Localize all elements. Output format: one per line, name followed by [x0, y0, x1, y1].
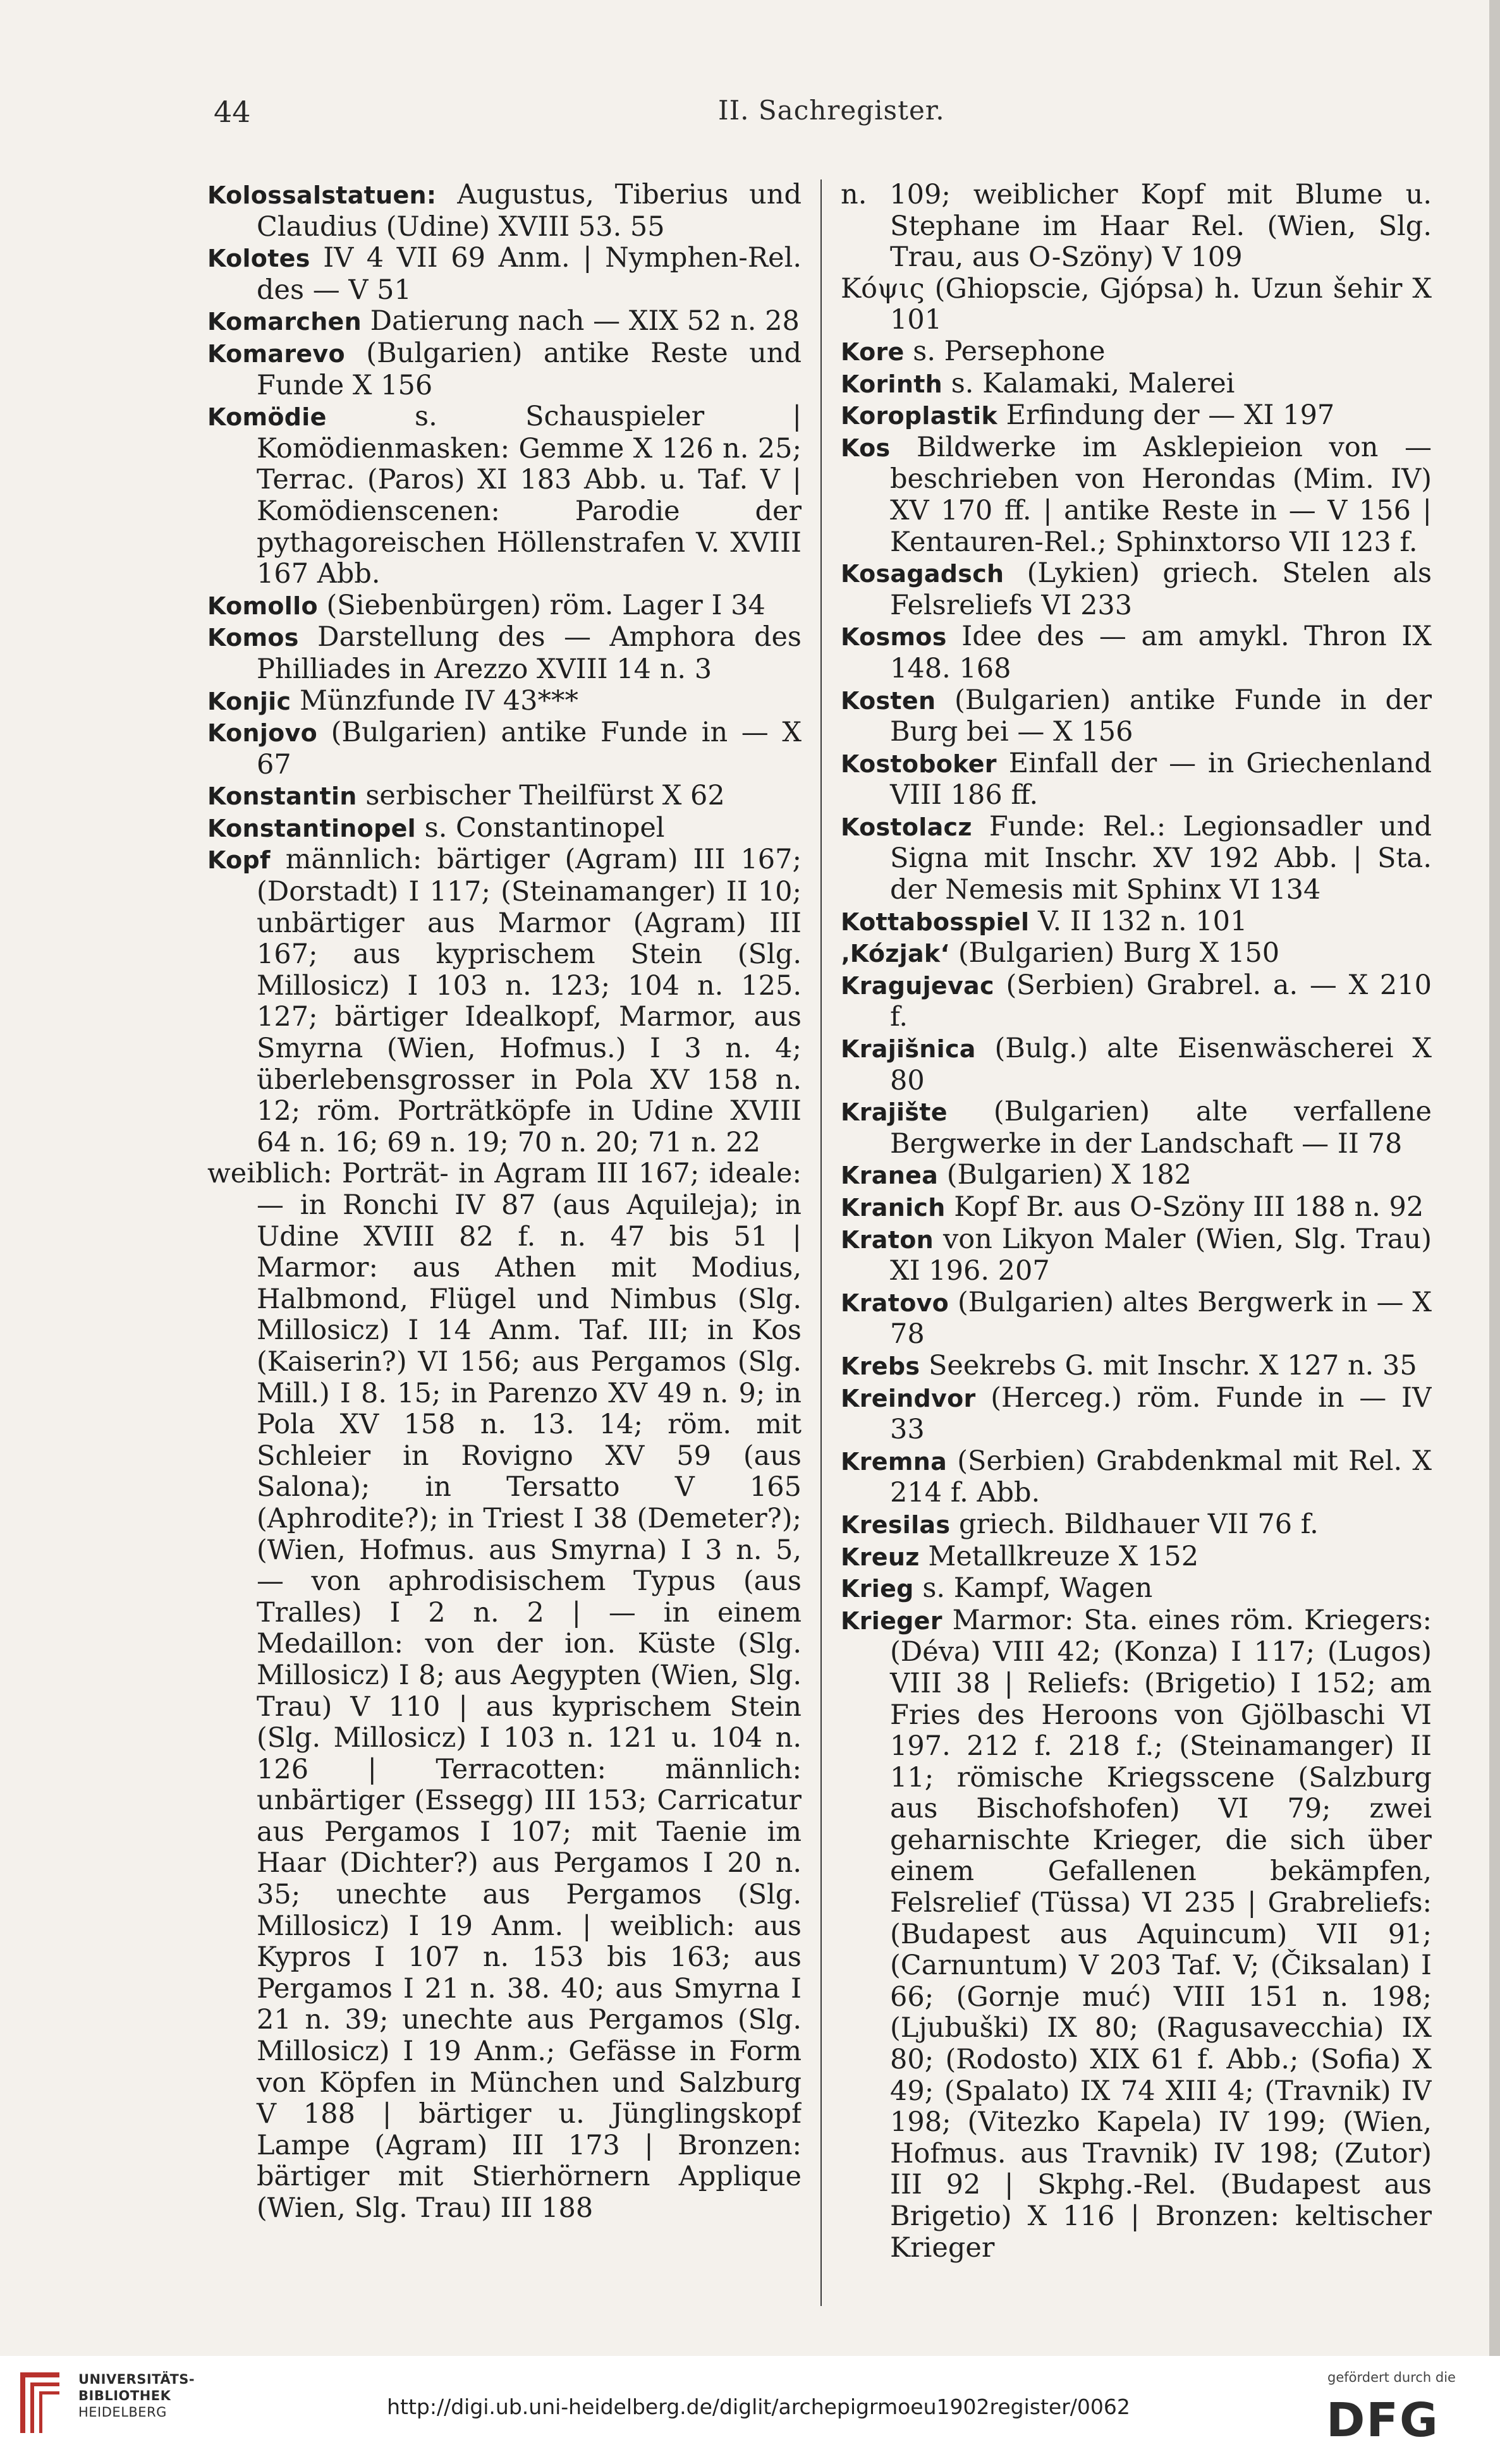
entry-text: Funde: Rel.: Legionsadler und Signa mit Inschr. XV 192 Abb. | Sta. der Nemesis mit Sphinx VI 134 — [890, 810, 1432, 906]
index-column-left — [207, 179, 802, 2322]
entry-text: Münzfunde IV 43*** — [300, 684, 578, 717]
entry-text: Idee des — am amykl. Thron IX 148. 168 — [890, 621, 1432, 684]
entry-text: s. Kalamaki, Malerei — [951, 367, 1235, 399]
index-entry — [841, 336, 1432, 368]
university-library-logo-icon — [18, 2369, 66, 2443]
entry-headword: Korinth — [841, 370, 943, 398]
entry-text: Bildwerke im Asklepieion von — beschrieben von Herondas (Mim. IV) XV 170 ff. | antike Reste in — V 156 | Kentauren-Rel.; Sphinxtorso VII 123 f. — [890, 431, 1432, 558]
column-divider — [820, 179, 822, 2306]
index-entry — [841, 938, 1432, 970]
entry-headword: Kragujevac — [841, 971, 994, 1000]
index-entry — [207, 717, 802, 780]
entry-headword: Kreindvor — [841, 1384, 976, 1412]
entry-headword: Kolossalstatuen: — [207, 181, 437, 209]
entry-text: (Bulgarien) antike Funde in der Burg bei — X 156 — [890, 684, 1432, 748]
entry-text: s. Persephone — [913, 335, 1106, 367]
index-entry — [207, 686, 802, 718]
entry-headword: Kosmos — [841, 623, 947, 652]
entry-text: (Bulg.) alte Eisenwäscherei X 80 — [890, 1033, 1432, 1096]
index-entry — [207, 401, 802, 590]
index-entry — [841, 368, 1432, 401]
library-name-line1: UNIVERSITÄTS- — [78, 2372, 195, 2387]
entry-text: männlich: bärtiger (Agram) III 167; (Dorstadt) I 117; (Steinamanger) II 10; unbärtiger aus Marmor (Agram) III 167; aus kyprischem Stein (Slg. Millosicz) I 103 n. 123; 104 n. 125. 127; bärtiger Idealkopf, Marmor, aus Smyrna (Wien, Hofmus.) I 3 n. 4; überlebensgrosser in Pola XV 158 n. 12; röm. Porträtköpfe in Udine XVIII 64 n. 16; 69 n. 19; 70 n. 20; 71 n. 22 — [257, 844, 802, 1158]
index-entry — [841, 906, 1432, 938]
entry-headword: Kreuz — [841, 1543, 920, 1571]
page-number: 44 — [214, 95, 251, 129]
entry-text: Kopf Br. aus O-Szöny III 188 n. 92 — [954, 1191, 1424, 1223]
entry-text: (Bulgarien) antike Funde in — X 67 — [257, 717, 802, 780]
index-entry — [841, 400, 1432, 432]
entry-text: (Lykien) griech. Stelen als Felsreliefs VI 233 — [890, 557, 1432, 621]
index-entry — [841, 1096, 1432, 1160]
index-column-right — [841, 179, 1432, 2322]
entry-headword: Konstantin — [207, 782, 357, 811]
entry-headword: Krieger — [841, 1606, 942, 1635]
entry-headword: Komos — [207, 624, 299, 652]
index-entry — [841, 748, 1432, 811]
entry-headword: Konjovo — [207, 719, 318, 748]
index-entry — [841, 1541, 1432, 1574]
dfg-logo: DFG — [1326, 2393, 1439, 2448]
entry-headword: Kopf — [207, 846, 271, 875]
entry-headword: Kottabosspiel — [841, 907, 1030, 936]
library-name — [78, 2371, 195, 2420]
entry-headword: Kore — [841, 337, 905, 366]
funding-note: gefördert durch die — [1327, 2370, 1456, 2385]
index-entry — [207, 1158, 802, 2224]
entry-text: n. 109; weiblicher Kopf mit Blume u. Stephane im Haar Rel. (Wien, Slg. Trau, aus O-Szöny) V 109 — [841, 179, 1432, 274]
entry-text: s. Schauspieler | Komödienmasken: Gemme X 126 n. 25; Terrac. (Paros) XI 183 Abb. u. Taf. V | Komödienscenen: Parodie der pythagoreischen Höllenstrafen V. XVIII 167 Abb. — [257, 401, 802, 590]
index-entry — [207, 338, 802, 401]
index-entry — [841, 685, 1432, 748]
entry-headword: Kranich — [841, 1194, 946, 1222]
entry-text: s. Kampf, Wagen — [922, 1572, 1153, 1605]
entry-text: Darstellung des — Amphora des Philliades in Arezzo XVIII 14 n. 3 — [257, 621, 802, 685]
entry-headword: Krajište — [841, 1098, 948, 1127]
index-entry — [841, 432, 1432, 558]
entry-headword: Koroplastik — [841, 402, 997, 430]
entry-headword: Krebs — [841, 1352, 920, 1380]
library-name-line2: BIBLIOTHEK — [78, 2388, 171, 2403]
running-head: II. Sachregister. — [718, 95, 945, 126]
entry-headword: Kratovo — [841, 1289, 949, 1317]
entry-headword: Kremna — [841, 1447, 948, 1476]
index-entry — [841, 1160, 1432, 1192]
entry-text: griech. Bildhauer VII 76 f. — [958, 1508, 1319, 1540]
index-entry — [841, 1446, 1432, 1509]
entry-text: (Bulgarien) altes Bergwerk in — X 78 — [890, 1286, 1432, 1350]
index-entry — [841, 1192, 1432, 1224]
index-entry — [841, 1224, 1432, 1287]
entry-text: (Herceg.) röm. Funde in — IV 33 — [890, 1381, 1432, 1446]
entry-headword: Krajišnica — [841, 1035, 976, 1064]
entry-text: (Bulgarien) Burg X 150 — [958, 937, 1280, 969]
entry-text: Einfall der — in Griechenland VIII 186 ff. — [890, 747, 1432, 811]
entry-text: Κόψις (Ghiopscie, Gjópsa) h. Uzun šehir X 101 — [841, 272, 1432, 336]
page-header — [0, 95, 1489, 152]
source-url-link[interactable]: http://digi.ub.uni-heidelberg.de/diglit/archepigrmoeu1902register/0062 — [387, 2394, 1130, 2419]
entry-headword: Komödie — [207, 403, 327, 432]
entry-headword: Konjic — [207, 687, 291, 715]
entry-headword: Kostoboker — [841, 750, 997, 778]
index-entry — [841, 1383, 1432, 1446]
index-entry — [841, 1287, 1432, 1350]
index-entry — [207, 622, 802, 685]
entry-text: Marmor: Sta. eines röm. Kriegers: (Déva) VIII 42; (Konza) I 117; (Lugos) VIII 38 | Reliefs: (Brigetio) I 152; am Fries des Heroons von Gjölbaschi VI 197. 212 f. 218 f.; (Steinamanger) II 11; römische Kriegsscene (Salzburg aus Bischofshofen) VI 79; zwei geharnischte Krieger, die sich über einem Gefallenen bekämpfen, Felsrelief (Tüssa) VI 235 | Grabreliefs: (Budapest aus Aquincum) VII 91; (Carnuntum) V 203 Taf. V; (Čiksalan) I 66; (Gornje muć) VIII 151 n. 198; (Ljubuški) IX 80; (Ragusavecchia) IX 80; (Rodosto) XIX 61 f. Abb.; (Sofia) X 49; (Spalato) IX 74 XIII 4; (Travnik) IV 198; (Vitezko Kapela) IV 199; (Wien, Hofmus. aus Travnik) IV 198; (Zutor) III 92 | Skphg.-Rel. (Budapest aus Brigetio) X 116 | Bronzen: keltischer Krieger — [890, 1604, 1432, 2264]
entry-headword: Kosten — [841, 686, 936, 715]
index-entry — [841, 1573, 1432, 1605]
entry-text: Seekrebs G. mit Inschr. X 127 n. 35 — [928, 1349, 1417, 1381]
entry-headword: Kraton — [841, 1225, 934, 1254]
index-entry — [841, 811, 1432, 906]
entry-headword: Kostolacz — [841, 813, 972, 841]
entry-headword: Konstantinopel — [207, 814, 416, 842]
library-name-line3: HEIDELBERG — [78, 2405, 167, 2420]
entry-headword: Komarevo — [207, 339, 345, 368]
entry-headword: ‚Kózjak‘ — [841, 940, 950, 968]
entry-headword: Krieg — [841, 1575, 914, 1603]
entry-text: IV 4 VII 69 Anm. | Nymphen-Rel. des — V 51 — [257, 242, 802, 306]
index-entry — [841, 179, 1432, 274]
entry-text: s. Constantinopel — [424, 811, 665, 844]
entry-text: Erfindung der — XI 197 — [1006, 399, 1335, 432]
page-edge-shadow — [1489, 0, 1500, 2356]
index-entry — [841, 1605, 1432, 2264]
entry-text: Datierung nach — XIX 52 n. 28 — [370, 305, 800, 337]
entry-text: Metallkreuze X 152 — [928, 1540, 1199, 1572]
entry-text: (Siebenbürgen) röm. Lager I 34 — [326, 589, 765, 621]
entry-text: (Bulgarien) alte verfallene Bergwerke in der Landschaft — II 78 — [890, 1096, 1432, 1160]
index-entry — [207, 179, 802, 243]
index-entry — [207, 306, 802, 338]
index-entry — [841, 970, 1432, 1033]
index-entry — [207, 243, 802, 306]
entry-headword: Kosagadsch — [841, 560, 1004, 588]
entry-text: (Serbien) Grabdenkmal mit Rel. X 214 f. Abb. — [890, 1445, 1432, 1509]
entry-text: V. II 132 n. 101 — [1038, 905, 1248, 937]
index-entry — [841, 1509, 1432, 1541]
entry-headword: Komollo — [207, 592, 318, 620]
index-entry — [841, 621, 1432, 684]
entry-text: von Likyon Maler (Wien, Slg. Trau) XI 196. 207 — [890, 1223, 1432, 1287]
index-entry — [207, 813, 802, 845]
index-entry — [841, 1033, 1432, 1096]
index-entry — [841, 274, 1432, 336]
entry-headword: Komarchen — [207, 308, 362, 336]
index-entry — [207, 590, 802, 622]
entry-text: Augustus, Tiberius und Claudius (Udine) XVIII 53. 55 — [257, 179, 802, 243]
entry-text: (Serbien) Grabrel. a. — X 210 f. — [890, 969, 1432, 1033]
entry-headword: Kos — [841, 434, 891, 462]
entry-headword: Kranea — [841, 1162, 939, 1190]
index-entry — [207, 780, 802, 813]
entry-headword: Kresilas — [841, 1510, 951, 1539]
entry-text: (Bulgarien) antike Reste und Funde X 156 — [257, 337, 802, 401]
index-entry — [841, 1350, 1432, 1383]
index-entry — [841, 558, 1432, 621]
index-entry — [207, 844, 802, 1158]
entry-text: (Bulgarien) X 182 — [946, 1159, 1192, 1191]
entry-headword: Kolotes — [207, 245, 310, 273]
entry-text: serbischer Theilfürst X 62 — [365, 780, 725, 812]
entry-text: weiblich: Porträt- in Agram III 167; ideale: — in Ronchi IV 87 (aus Aquileja); in Udine XVIII 82 f. n. 47 bis 51 | Marmor: aus Athen mit Modius, Halbmond, Flügel und Nimbus (Slg. Millosicz) I 14 Anm. Taf. III; in Kos (Kaiserin?) VI 156; aus Pergamos (Slg. Mill.) I 8. 15; in Parenzo XV 49 n. 9; in Pola XV 158 n. 13. 14; röm. mit Schleier in Rovigno XV 59 (aus Salona); in Tersatto V 165 (Aphrodite?); in Triest I 38 (Demeter?); (Wien, Hofmus. aus Smyrna) I 3 n. 5, — von aphrodisischem Typus (aus Tralles) I 2 n. 2 | — in einem Medaillon: von der ion. Küste (Slg. Millosicz) I 8; aus Aegypten (Wien, Slg. Trau) V 110 | aus kyprischem Stein (Slg. Millosicz) I 103 n. 121 u. 104 n. 126 | Terracotten: männlich: unbärtiger (Essegg) III 153; Carricatur aus Pergamos I 107; mit Taenie im Haar (Dichter?) aus Pergamos I 20 n. 35; unechte aus Pergamos (Slg. Millosicz) I 19 Anm. | weiblich: aus Kypros I 107 n. 153 bis 163; aus Pergamos I 21 n. 38. 40; aus Smyrna I 21 n. 39; unechte aus Pergamos (Slg. Millosicz) I 19 Anm.; Gefässe in Form von Köpfen in München und Salzburg V 188 | bärtiger u. Jünglingskopf Lampe (Agram) III 173 | Bronzen: bärtiger mit Stierhörnern Applique (Wien, Slg. Trau) III 188 — [207, 1158, 802, 2224]
